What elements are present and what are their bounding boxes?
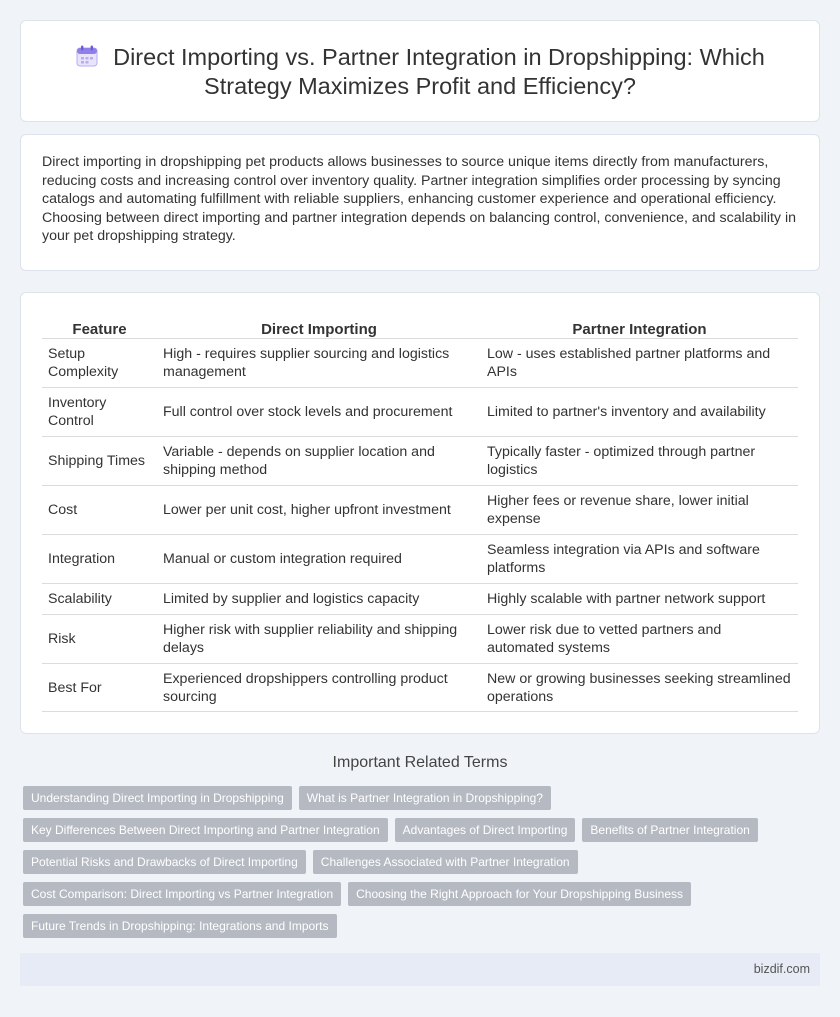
feature-cell: Integration <box>42 534 157 583</box>
direct-cell: Higher risk with supplier reliability and shipping delays <box>157 614 481 663</box>
intro-card <box>20 134 820 271</box>
related-term-tag[interactable]: Key Differences Between Direct Importing and Partner Integration <box>23 818 388 842</box>
related-term-tag[interactable]: Potential Risks and Drawbacks of Direct Importing <box>23 850 306 874</box>
feature-cell: Risk <box>42 614 157 663</box>
related-term-tag[interactable]: What is Partner Integration in Dropshipping? <box>299 786 551 810</box>
feature-cell: Scalability <box>42 583 157 614</box>
header-partner-integration: Partner Integration <box>572 321 707 338</box>
footer-site-link[interactable]: bizdif.com <box>753 962 810 976</box>
header-direct-importing: Direct Importing <box>261 321 377 338</box>
direct-cell: Lower per unit cost, higher upfront investment <box>157 485 481 534</box>
feature-cell: Cost <box>42 485 157 534</box>
partner-cell: Limited to partner's inventory and availability <box>481 387 798 436</box>
direct-cell: Limited by supplier and logistics capacity <box>157 583 481 614</box>
related-term-tag[interactable]: Benefits of Partner Integration <box>582 818 757 842</box>
related-term-tag[interactable]: Cost Comparison: Direct Importing vs Partner Integration <box>23 882 341 906</box>
table-row <box>42 614 798 663</box>
direct-cell: Full control over stock levels and procurement <box>157 387 481 436</box>
direct-cell: Manual or custom integration required <box>157 534 481 583</box>
comparison-table <box>42 313 798 712</box>
related-terms-list <box>23 786 813 946</box>
related-term-tag[interactable]: Choosing the Right Approach for Your Dropshipping Business <box>348 882 691 906</box>
partner-cell: Lower risk due to vetted partners and automated systems <box>481 614 798 663</box>
partner-cell: Seamless integration via APIs and software platforms <box>481 534 798 583</box>
related-term-tag[interactable]: Advantages of Direct Importing <box>395 818 576 842</box>
table-row <box>42 387 798 436</box>
comparison-table-card <box>20 292 820 734</box>
related-terms-title: Important Related Terms <box>332 754 508 771</box>
table-row <box>42 338 798 387</box>
direct-cell: Experienced dropshippers controlling product sourcing <box>157 663 481 712</box>
feature-cell: Inventory Control <box>42 387 157 436</box>
table-row <box>42 485 798 534</box>
table-header-row <box>42 313 798 338</box>
direct-cell: Variable - depends on supplier location and shipping method <box>157 436 481 485</box>
partner-cell: Highly scalable with partner network support <box>481 583 798 614</box>
calendar-icon <box>75 44 99 68</box>
table-row <box>42 436 798 485</box>
table-row <box>42 583 798 614</box>
page-title <box>21 43 819 101</box>
feature-cell: Shipping Times <box>42 436 157 485</box>
partner-cell: New or growing businesses seeking streamlined operations <box>481 663 798 712</box>
feature-cell: Setup Complexity <box>42 338 157 387</box>
partner-cell: Higher fees or revenue share, lower initial expense <box>481 485 798 534</box>
table-row <box>42 534 798 583</box>
related-term-tag[interactable]: Future Trends in Dropshipping: Integrations and Imports <box>23 914 337 938</box>
intro-paragraph: Direct importing in dropshipping pet products allows businesses to source unique items directly from manufacturers, reducing costs and increasing control over inventory quality. Partner integration simplifies order processing by syncing catalogs and automating fulfillment with reliable suppliers, enhancing customer experience and operational efficiency. Choosing between direct importing and partner integration depends on balancing control, convenience, and scalability in your pet dropshipping strategy. <box>42 154 796 244</box>
title-line-2: Strategy Maximizes Profit and Efficiency? <box>204 73 636 99</box>
feature-cell: Best For <box>42 663 157 712</box>
title-line-1: Direct Importing vs. Partner Integration in Dropshipping: Which <box>113 44 765 70</box>
header-feature: Feature <box>72 321 127 338</box>
direct-cell: High - requires supplier sourcing and logistics management <box>157 338 481 387</box>
table-row <box>42 663 798 712</box>
partner-cell: Low - uses established partner platforms and APIs <box>481 338 798 387</box>
related-term-tag[interactable]: Understanding Direct Importing in Dropshipping <box>23 786 292 810</box>
header-card <box>20 20 820 122</box>
footer <box>20 953 820 986</box>
partner-cell: Typically faster - optimized through partner logistics <box>481 436 798 485</box>
related-term-tag[interactable]: Challenges Associated with Partner Integration <box>313 850 578 874</box>
